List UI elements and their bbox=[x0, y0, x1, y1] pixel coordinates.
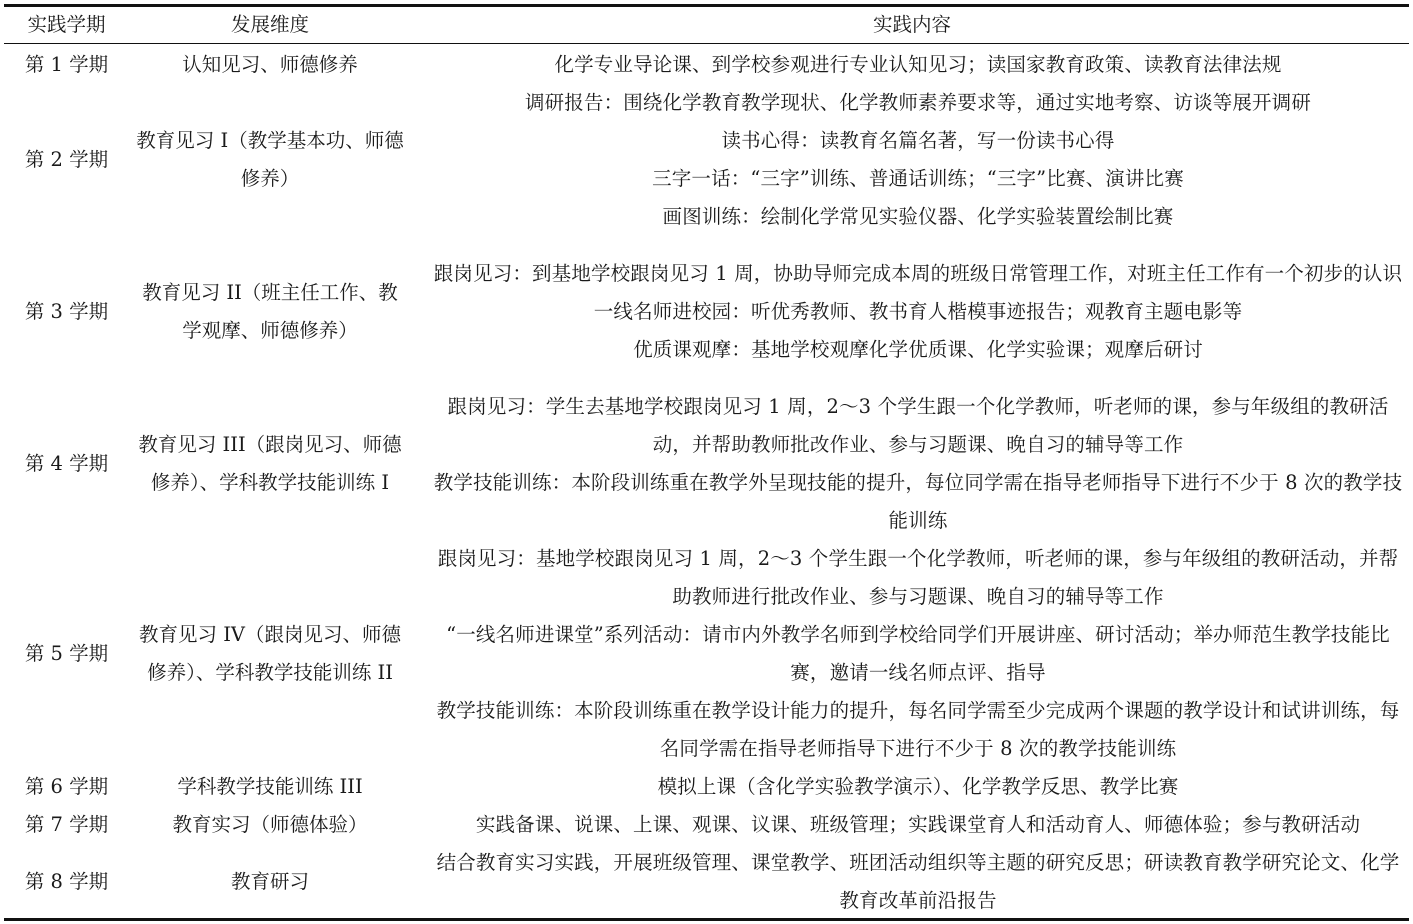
header-semester: 实践学期 bbox=[27, 13, 106, 36]
table-header-rule bbox=[4, 43, 1409, 44]
row2-content-item: 画图训练：绘制化学常见实验仪器、化学实验装置绘制比赛 bbox=[662, 205, 1174, 228]
row4-semester: 第 4 学期 bbox=[24, 452, 109, 475]
row5-content-item: 教学技能训练：本阶段训练重在教学设计能力的提升，每名同学需至少完成两个课题的教学设计和试讲训练，每名同学需在指导老师指导下进行不少于 8 次的教学技能训练 bbox=[436, 699, 1400, 760]
row8-dimension: 教育研习 bbox=[230, 870, 309, 893]
row2-content-item: 三字一话：“三字”训练、普通话训练；“三字”比赛、演讲比赛 bbox=[652, 167, 1184, 190]
header-dimension: 发展维度 bbox=[230, 13, 309, 36]
row1-dimension: 认知见习、师德修养 bbox=[182, 53, 358, 76]
row4-dimension: 教育见习 III（跟岗见习、师德修养）、学科教学技能训练 I bbox=[138, 433, 402, 494]
row5-semester: 第 5 学期 bbox=[24, 642, 109, 665]
row7-content bbox=[411, 806, 1413, 844]
row2-content-item: 读书心得：读教育名篇名著，写一份读书心得 bbox=[721, 129, 1115, 152]
row8-content-item: 结合教育实习实践，开展班级管理、课堂教学、班团活动组织等主题的研究反思；研读教育教学研究论文、化学教育改革前沿报告 bbox=[436, 851, 1400, 912]
row7-dimension: 教育实习（师德体验） bbox=[172, 813, 368, 836]
row6-semester: 第 6 学期 bbox=[24, 775, 109, 798]
row3-content-item: 优质课观摩：基地学校观摩化学优质课、化学实验课；观摩后研讨 bbox=[633, 338, 1203, 361]
row4-content-item: 教学技能训练：本阶段训练重在教学外呈现技能的提升，每位同学需在指导老师指导下进行不少于 8 次的教学技能训练 bbox=[433, 471, 1403, 532]
row5-content-item: 跟岗见习：基地学校跟岗见习 1 周，2～3 个学生跟一个化学教师，听老师的课，参与年级组的教研活动，并帮助教师进行批改作业、参与习题课、晚自习的辅导等工作 bbox=[437, 547, 1399, 608]
row4-content bbox=[411, 388, 1413, 540]
row4-content-item: 跟岗见习：学生去基地学校跟岗见习 1 周，2～3 个学生跟一个化学教师，听老师的课，参与年级组的教研活动，并帮助教师批改作业、参与习题课、晚自习的辅导等工作 bbox=[447, 395, 1389, 456]
row2-content bbox=[411, 84, 1413, 236]
row8-semester: 第 8 学期 bbox=[24, 870, 109, 893]
row7-semester: 第 7 学期 bbox=[24, 813, 109, 836]
row2-dimension: 教育见习 I（教学基本功、师德修养） bbox=[136, 129, 404, 190]
row1-content bbox=[411, 46, 1413, 84]
row1-content-item: 化学专业导论课、到学校参观进行专业认知见习；读国家教育政策、读教育法律法规 bbox=[554, 53, 1282, 76]
row6-content bbox=[411, 768, 1413, 806]
row6-content-item: 模拟上课（含化学实验教学演示）、化学教学反思、教学比赛 bbox=[657, 775, 1179, 798]
row2-semester: 第 2 学期 bbox=[24, 148, 109, 171]
row7-content-item: 实践备课、说课、上课、观课、议课、班级管理；实践课堂育人和活动育人、师德体验；参与教研活动 bbox=[475, 813, 1361, 836]
row5-content-item: “一线名师进课堂”系列活动：请市内外教学名师到学校给同学们开展讲座、研讨活动；举办师范生教学技能比赛，邀请一线名师点评、指导 bbox=[446, 623, 1390, 684]
row3-content bbox=[411, 236, 1413, 388]
row5-content bbox=[411, 540, 1413, 768]
row3-dimension: 教育见习 II（班主任工作、教学观摩、师德修养） bbox=[142, 281, 398, 342]
row1-semester: 第 1 学期 bbox=[24, 53, 109, 76]
row3-semester: 第 3 学期 bbox=[24, 300, 109, 323]
row8-content bbox=[411, 844, 1413, 920]
header-content: 实践内容 bbox=[872, 13, 951, 36]
row6-dimension: 学科教学技能训练 III bbox=[177, 775, 363, 798]
row5-dimension: 教育见习 IV（跟岗见习、师德修养）、学科教学技能训练 II bbox=[139, 623, 401, 684]
row3-content-item: 一线名师进校园：听优秀教师、教书育人楷模事迹报告；观教育主题电影等 bbox=[593, 300, 1243, 323]
row2-content-item: 调研报告：围绕化学教育教学现状、化学教师素养要求等，通过实地考察、访谈等展开调研 bbox=[524, 91, 1311, 114]
row3-content-item: 跟岗见习：到基地学校跟岗见习 1 周，协助导师完成本周的班级日常管理工作，对班主任工作有一个初步的认识 bbox=[433, 262, 1403, 285]
